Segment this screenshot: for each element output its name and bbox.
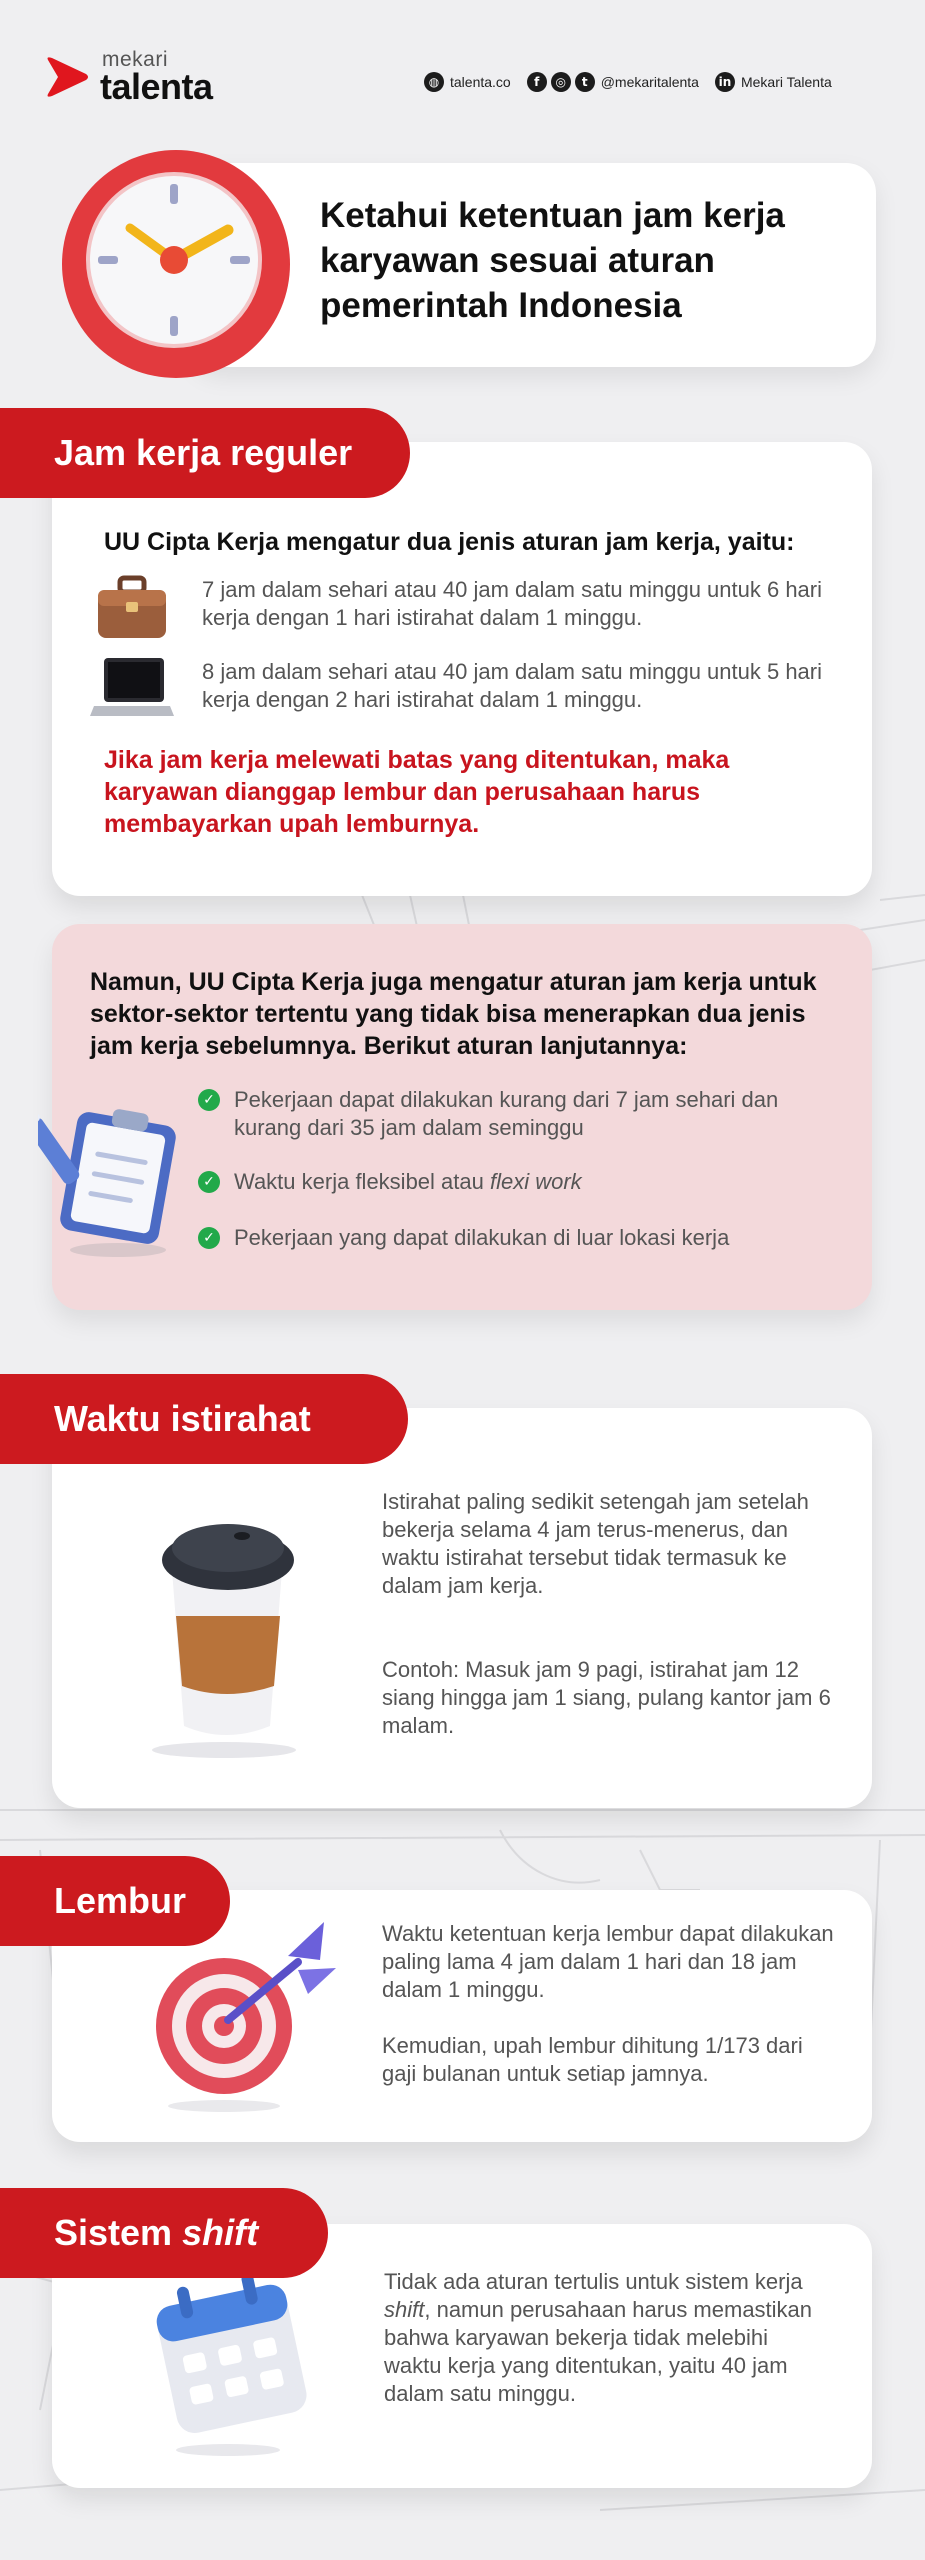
coffee-cup-icon	[132, 1500, 322, 1760]
briefcase-icon	[92, 574, 172, 646]
regular-heading: UU Cipta Kerja mengatur dua jenis aturan jam kerja, yaitu:	[104, 528, 795, 556]
special-rule-3	[198, 1224, 848, 1252]
linkedin-link[interactable]	[715, 72, 832, 92]
linkedin-icon: in	[715, 72, 735, 92]
overtime-warning: Jika jam kerja melewati batas yang ditentukan, maka karyawan dianggap lembur dan perusahaan harus membayarkan upah lemburnya.	[104, 746, 730, 838]
page-title: Ketahui ketentuan jam kerja karyawan sesuai aturan pemerintah Indonesia	[320, 196, 785, 325]
special-heading: Namun, UU Cipta Kerja juga mengatur aturan jam kerja untuk sektor-sektor tertentu yang tidak bisa menerapkan dua jenis jam kerja sebelumnya. Berikut aturan lanjutannya:	[90, 968, 817, 1060]
special-rule-2-text: Waktu kerja fleksibel atau flexi work	[234, 1169, 582, 1194]
regular-hours-card	[52, 442, 872, 896]
special-rule-3-text: Pekerjaan yang dapat dilakukan di luar lokasi kerja	[234, 1225, 730, 1250]
special-rule-1	[198, 1086, 848, 1142]
instagram-icon: ◎	[551, 72, 571, 92]
social-handle: @mekaritalenta	[600, 74, 699, 90]
special-rule-1-text: Pekerjaan dapat dilakukan kurang dari 7 jam sehari dan kurang dari 35 jam dalam seminggu	[234, 1087, 779, 1140]
linkedin-text: Mekari Talenta	[740, 74, 832, 90]
clock-icon	[56, 144, 296, 384]
logo-arrow-icon	[44, 56, 90, 98]
header-links	[424, 70, 832, 94]
rest-paragraph-1: Istirahat paling sedikit setengah jam setelah bekerja selama 4 jam terus-menerus, dan waktu istirahat tersebut tidak termasuk ke dalam jam kerja.	[382, 1489, 809, 1598]
section-label-rest: Waktu istirahat	[0, 1374, 408, 1464]
twitter-icon: t	[575, 72, 595, 92]
check-icon: ✓	[198, 1227, 220, 1249]
rest-time-card	[52, 1408, 872, 1808]
target-dart-icon	[148, 1916, 348, 2116]
check-icon: ✓	[198, 1171, 220, 1193]
logo-talenta-text: talenta	[100, 66, 213, 107]
website-text: talenta.co	[450, 74, 511, 90]
overtime-paragraph-1: Waktu ketentuan kerja lembur dapat dilakukan paling lama 4 jam dalam 1 hari dan 18 jam dalam 1 minggu.	[382, 1921, 834, 2002]
overtime-paragraph-2: Kemudian, upah lembur dihitung 1/173 dari gaji bulanan untuk setiap jamnya.	[382, 2033, 803, 2086]
laptop-icon	[88, 654, 176, 724]
mekari-talenta-logo[interactable]	[44, 48, 244, 108]
shift-paragraph: Tidak ada aturan tertulis untuk sistem kerja shift, namun perusahaan harus memastikan bahwa karyawan bekerja tidak melebihi waktu kerja yang ditentukan, yaitu 40 jam dalam satu minggu.	[384, 2269, 813, 2406]
special-rule-2	[198, 1168, 848, 1196]
section-label-regular: Jam kerja reguler	[0, 408, 410, 498]
check-icon: ✓	[198, 1089, 220, 1111]
clipboard-icon	[38, 1092, 178, 1260]
calendar-icon	[142, 2260, 322, 2460]
facebook-icon: f	[527, 72, 547, 92]
globe-icon: ◍	[424, 72, 444, 92]
regular-item-2: 8 jam dalam sehari atau 40 jam dalam satu minggu untuk 5 hari kerja dengan 2 hari istirahat dalam 1 minggu.	[202, 659, 823, 712]
social-link[interactable]	[527, 72, 699, 92]
rest-paragraph-2: Contoh: Masuk jam 9 pagi, istirahat jam 12 siang hingga jam 1 siang, pulang kantor jam 6 malam.	[382, 1657, 831, 1738]
logo-mekari-text: mekari	[102, 48, 169, 71]
section-label-overtime: Lembur	[0, 1856, 230, 1946]
regular-item-1: 7 jam dalam sehari atau 40 jam dalam satu minggu untuk 6 hari kerja dengan 1 hari istirahat dalam 1 minggu.	[202, 577, 823, 630]
section-label-shift: Sistem shift	[0, 2188, 328, 2278]
website-link[interactable]	[424, 72, 511, 92]
